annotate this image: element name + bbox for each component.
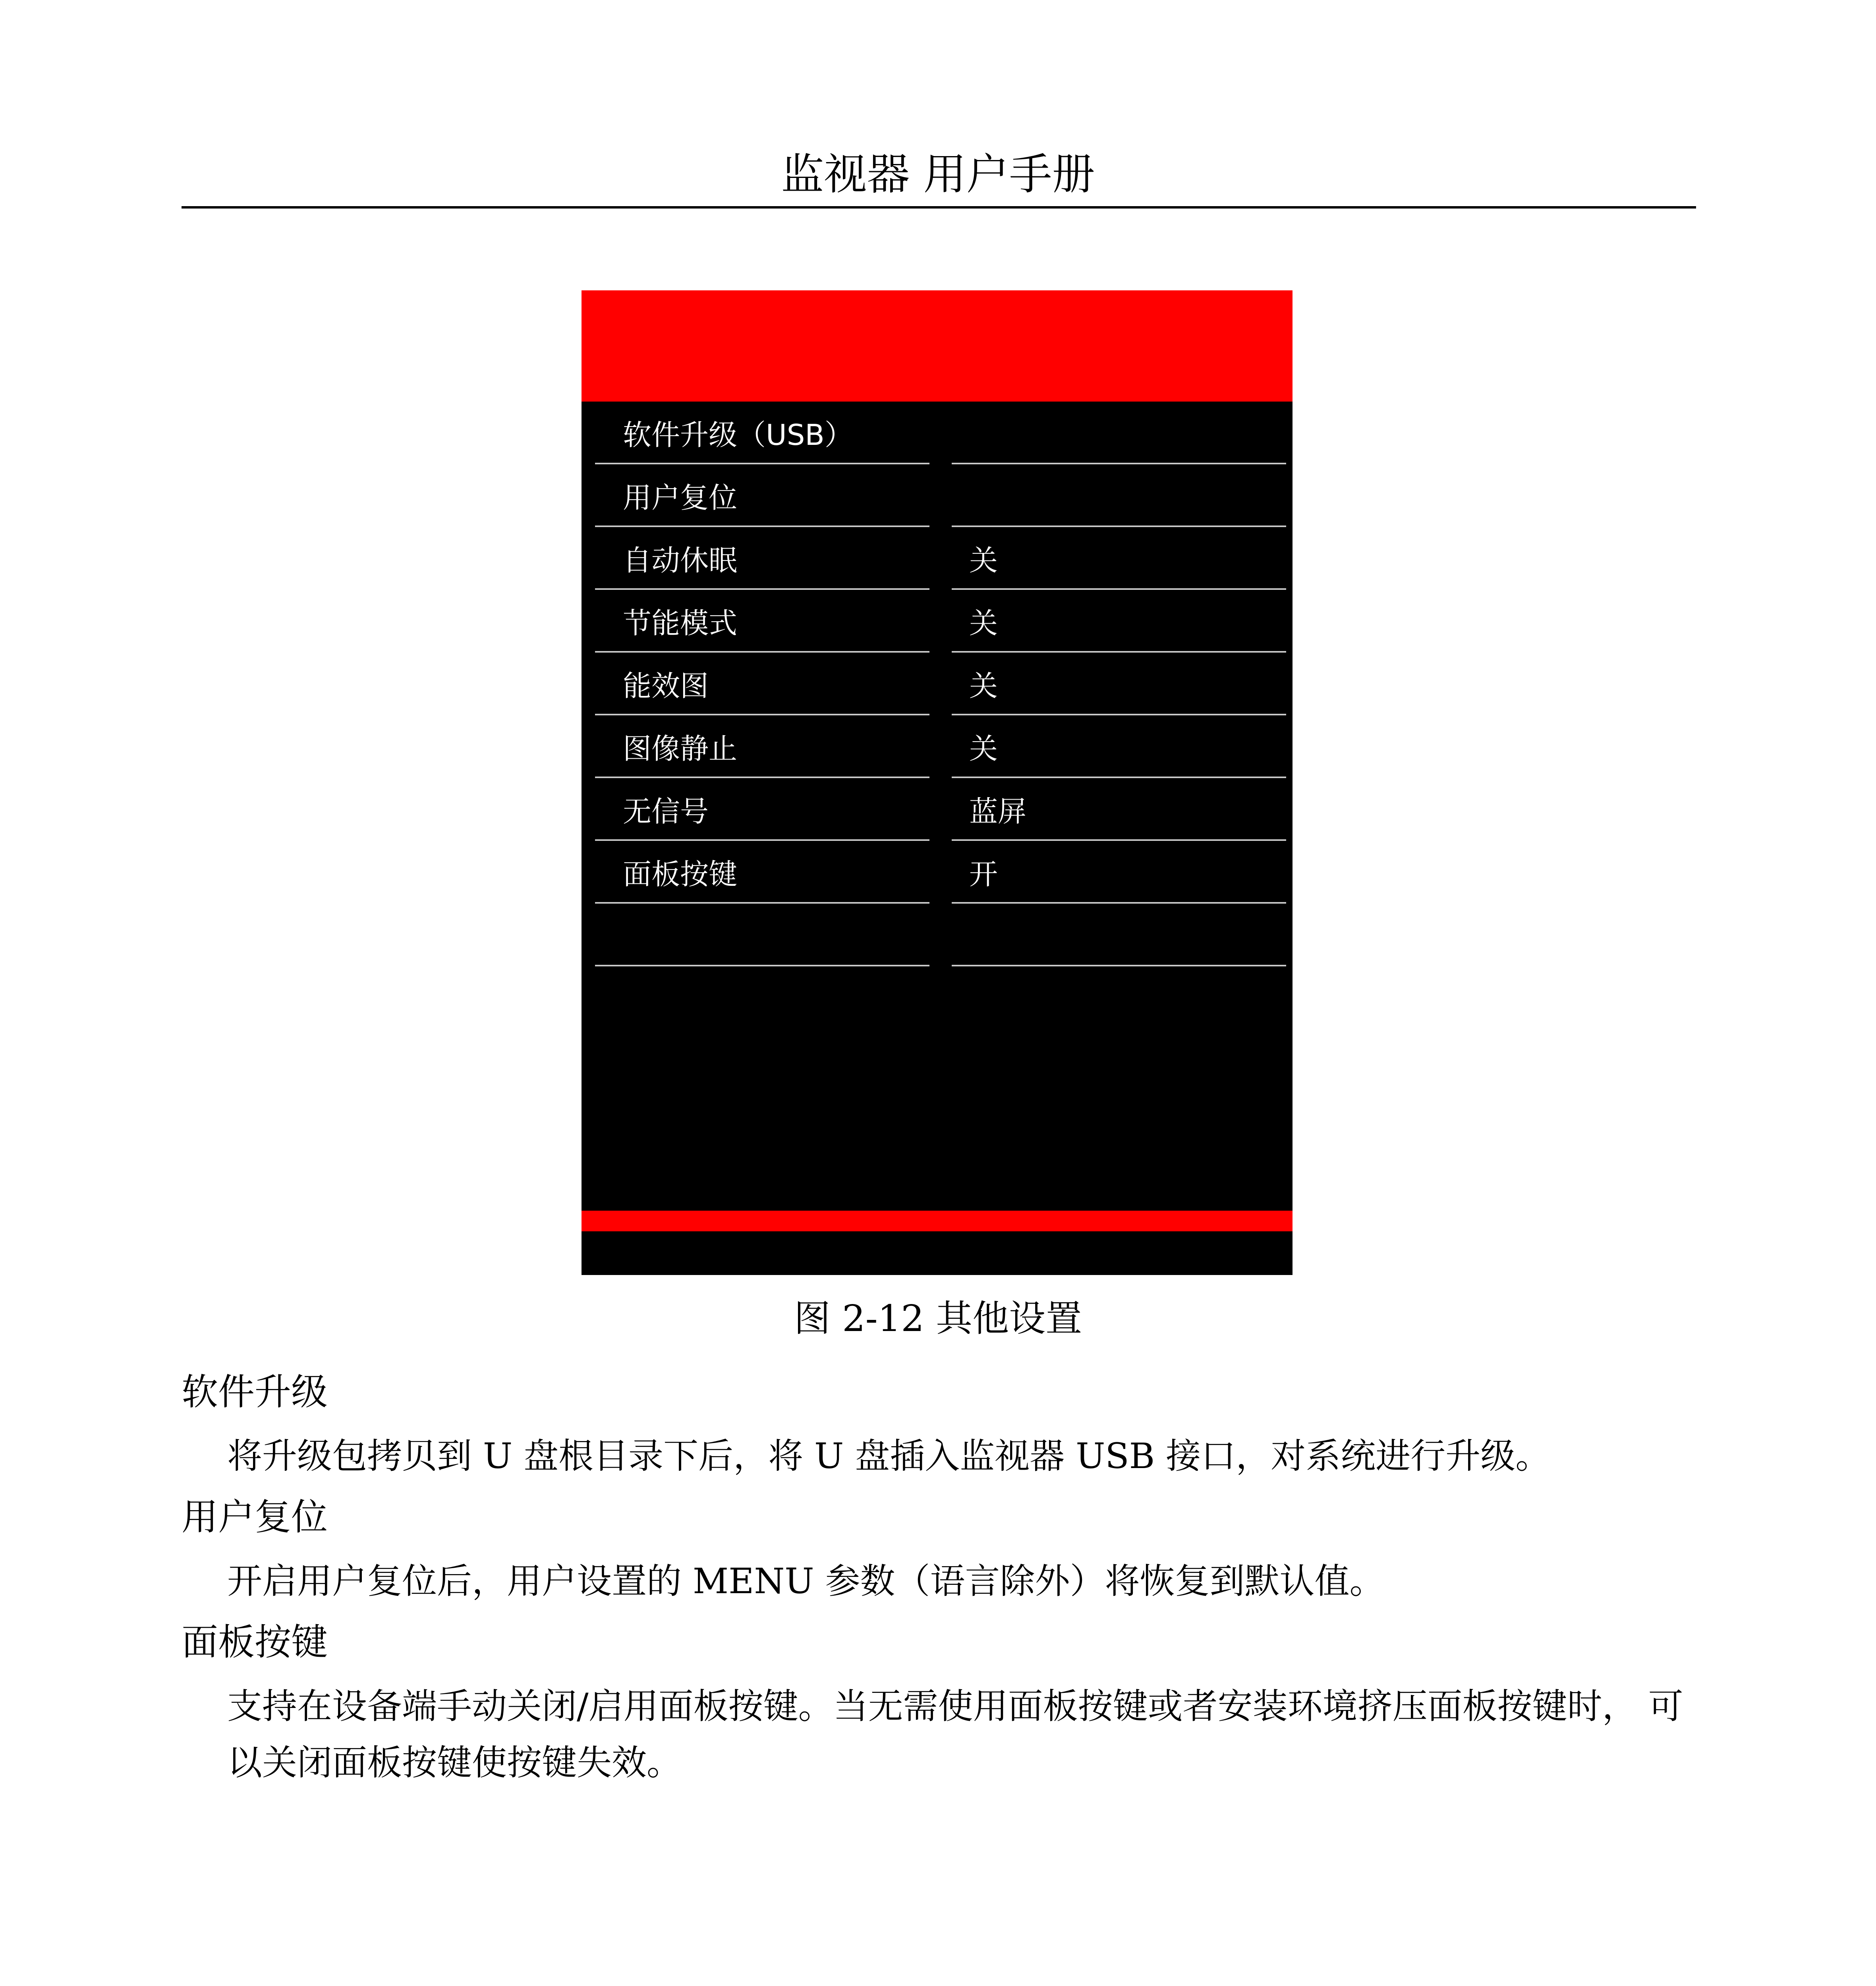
osd-menu-row-software-upgrade bbox=[582, 402, 1293, 464]
section-body-user-reset: 开启用户复位后，用户设置的 MENU 参数（语言除外）将恢复到默认值。 bbox=[227, 1561, 1385, 1602]
osd-menu-row-no-signal bbox=[582, 778, 1293, 841]
osd-menu-label: 自动休眠 bbox=[595, 527, 929, 590]
osd-menu-value bbox=[952, 904, 1286, 966]
header-divider bbox=[182, 206, 1696, 209]
osd-menu-label: 软件升级（USB） bbox=[595, 402, 929, 464]
osd-bottom-bar bbox=[582, 1211, 1293, 1231]
osd-menu-value bbox=[952, 402, 1286, 464]
osd-menu-value bbox=[952, 464, 1286, 527]
osd-menu-list bbox=[582, 402, 1293, 966]
osd-menu-row-image-freeze bbox=[582, 715, 1293, 778]
osd-menu-value: 关 bbox=[952, 527, 1286, 590]
document-title: 监视器 用户手册 bbox=[781, 150, 1095, 199]
section-heading-software-upgrade: 软件升级 bbox=[182, 1371, 328, 1413]
osd-menu-label: 面板按键 bbox=[595, 841, 929, 904]
osd-menu-row-auto-sleep bbox=[582, 527, 1293, 590]
osd-menu-value: 关 bbox=[952, 653, 1286, 715]
osd-menu-row-energy-chart bbox=[582, 653, 1293, 715]
osd-title-bar bbox=[582, 290, 1293, 402]
osd-menu-row-energy-saving bbox=[582, 590, 1293, 653]
osd-menu-value: 关 bbox=[952, 590, 1286, 653]
osd-menu-row-panel-keys bbox=[582, 841, 1293, 904]
osd-menu-label: 无信号 bbox=[595, 778, 929, 841]
osd-menu-label: 节能模式 bbox=[595, 590, 929, 653]
osd-menu-label: 能效图 bbox=[595, 653, 929, 715]
osd-menu-value: 蓝屏 bbox=[952, 778, 1286, 841]
section-body-software-upgrade: 将升级包拷贝到 U 盘根目录下后，将 U 盘插入监视器 USB 接口，对系统进行升级。 bbox=[227, 1435, 1551, 1476]
figure-caption: 图 2-12 其他设置 bbox=[794, 1297, 1082, 1340]
osd-menu-label: 图像静止 bbox=[595, 715, 929, 778]
osd-menu-row-user-reset bbox=[582, 464, 1293, 527]
osd-menu-row-empty bbox=[582, 904, 1293, 966]
section-heading-user-reset: 用户复位 bbox=[182, 1496, 328, 1538]
section-body-panel-keys: 支持在设备端手动关闭/启用面板按键。当无需使用面板按键或者安装环境挤压面板按键时， 可以关闭面板按键使按键失效。 bbox=[227, 1686, 1683, 1783]
osd-menu-value: 开 bbox=[952, 841, 1286, 904]
section-heading-panel-keys: 面板按键 bbox=[182, 1621, 328, 1663]
osd-menu-value: 关 bbox=[952, 715, 1286, 778]
osd-menu-figure bbox=[582, 290, 1293, 1275]
osd-menu-label bbox=[595, 904, 929, 966]
osd-menu-label: 用户复位 bbox=[595, 464, 929, 527]
